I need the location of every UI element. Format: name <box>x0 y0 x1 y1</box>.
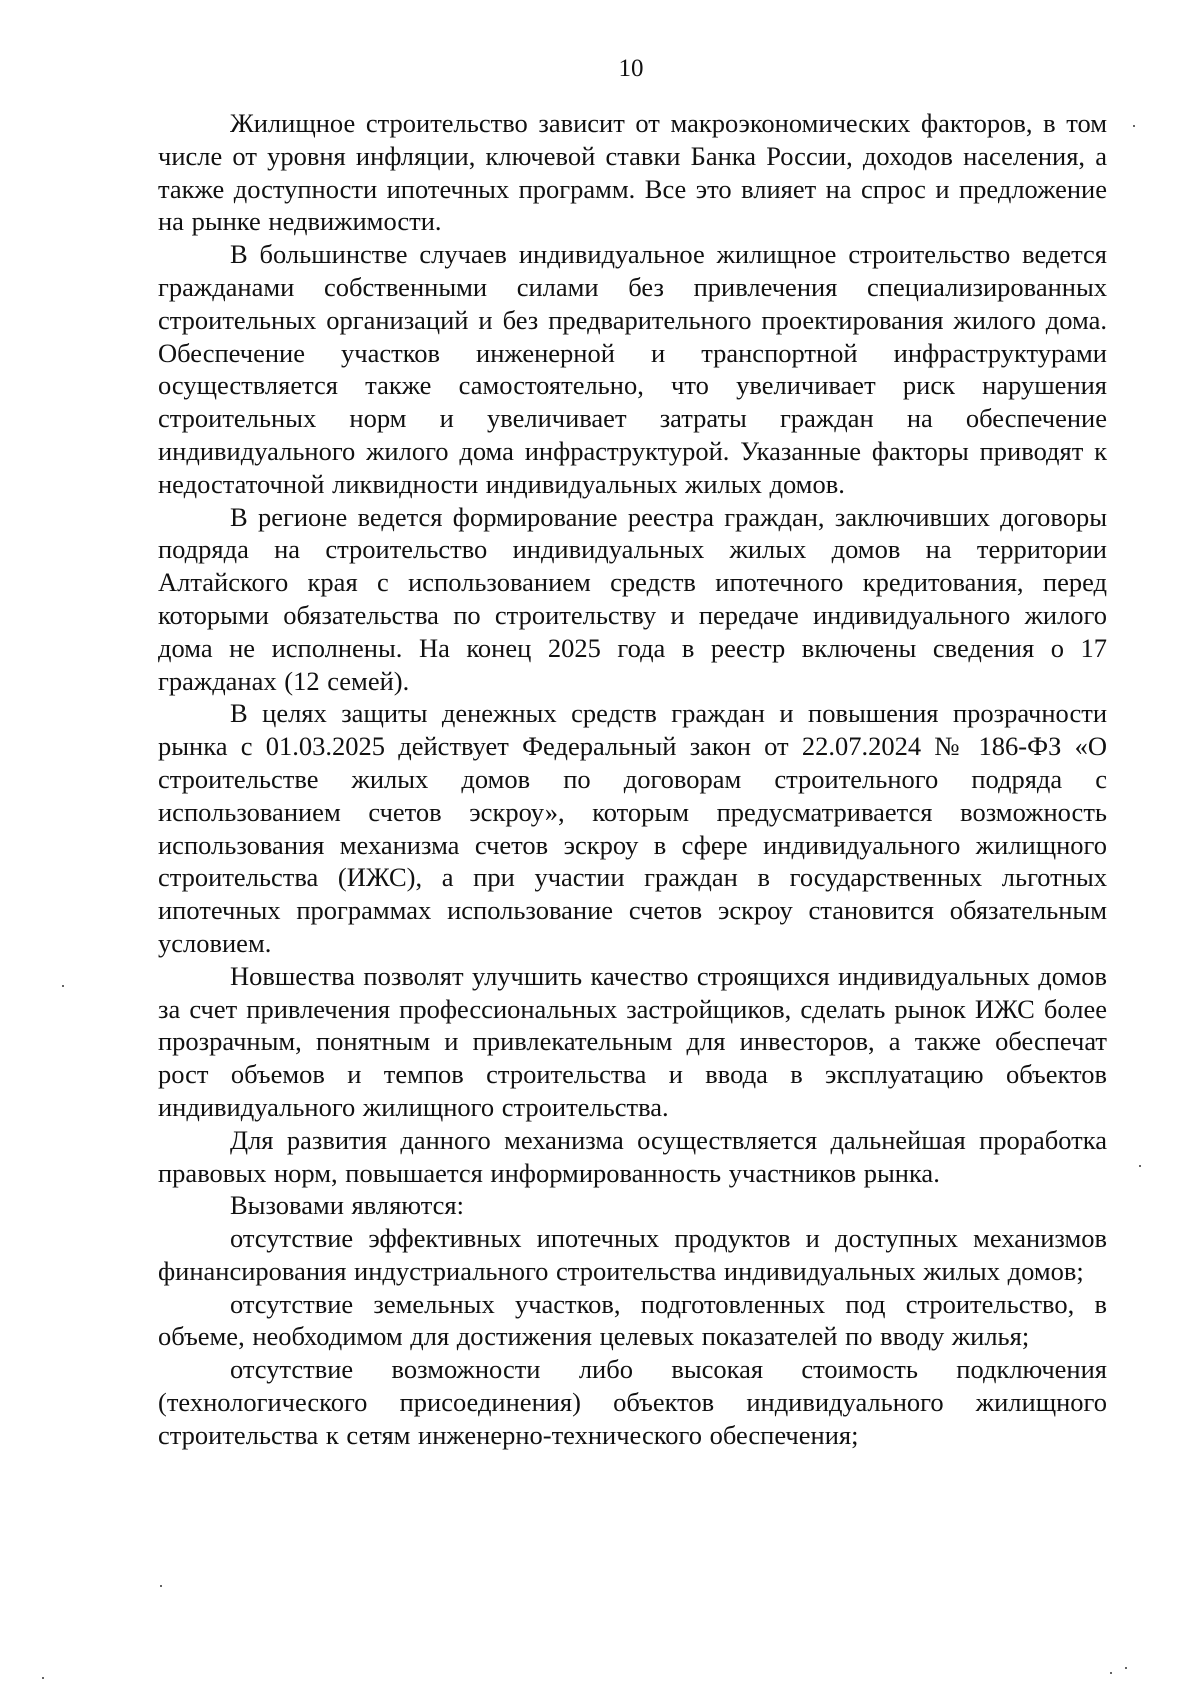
paragraph: Новшества позволят улучшить качество строящихся индивидуальных домов за счет привлечения профессиональных застройщиков, сделать рынок ИЖС более прозрачным, понятным и привлекательным для инвесторов, а также обеспечат рост объемов и темпов строительства и ввода в эксплуатацию объектов индивидуального жилищного строительства. <box>158 960 1107 1122</box>
list-item: отсутствие эффективных ипотечных продуктов и доступных механизмов финансирования индустриального строительства индивидуальных жилых домов; <box>158 1223 1107 1286</box>
list-item: отсутствие возможности либо высокая стоимость подключения (технологического присоединения) объектов индивидуального жилищного строительства к сетям инженерно-технического обеспечения; <box>158 1354 1107 1450</box>
paragraph: Для развития данного механизма осуществляется дальнейшая проработка правовых норм, повышается информированность участников рынка. <box>158 1124 1107 1188</box>
paragraph: В регионе ведется формирование реестра граждан, заключивших договоры подряда на строительство индивидуальных жилых домов на территории Алтайского края с использованием средств ипотечного кредитования, перед которыми обязательства по строительству и передаче индивидуального жилого дома не исполнены. На конец 2025 года в реестр включены сведения о 17 гражданах (12 семей). <box>158 501 1107 696</box>
paragraph-challenges-heading: Вызовами являются: <box>230 1190 464 1221</box>
paragraph: В большинстве случаев индивидуальное жилищное строительство ведется гражданами собственными силами без привлечения специализированных строительных организаций и без предварительного проектирования жилого дома. Обеспечение участков инженерной и транспортной инфраструктурами осуществляется также самостоятельно, что увеличивает риск нарушения строительных норм и увеличивает затраты граждан на обеспечение индивидуального жилого дома инфраструктурой. Указанные факторы приводят к недостаточной ликвидности индивидуальных жилых домов. <box>158 239 1107 499</box>
paragraph: Жилищное строительство зависит от макроэкономических факторов, в том числе от уровня инфляции, ключевой ставки Банка России, доходов населения, а также доступности ипотечных программ. Все это влияет на спрос и предложение на рынке недвижимости. <box>158 108 1107 237</box>
list-item: отсутствие земельных участков, подготовленных под строительство, в объеме, необходимом для достижения целевых показателей по вводу жилья; <box>158 1288 1107 1352</box>
document-body <box>158 107 1107 1452</box>
paragraph: В целях защиты денежных средств граждан и повышения прозрачности рынка с 01.03.2025 действует Федеральный закон от 22.07.2024 № 186-ФЗ «О строительстве жилых домов по договорам строительного подряда с использованием счетов эскроу», которым предусматривается возможность использования механизма счетов эскроу в сфере индивидуального жилищного строительства (ИЖС), а при участии граждан в государственных льготных ипотечных программах использование счетов эскроу становится обязательным условием. <box>158 698 1107 958</box>
page-number: 10 <box>618 55 644 82</box>
